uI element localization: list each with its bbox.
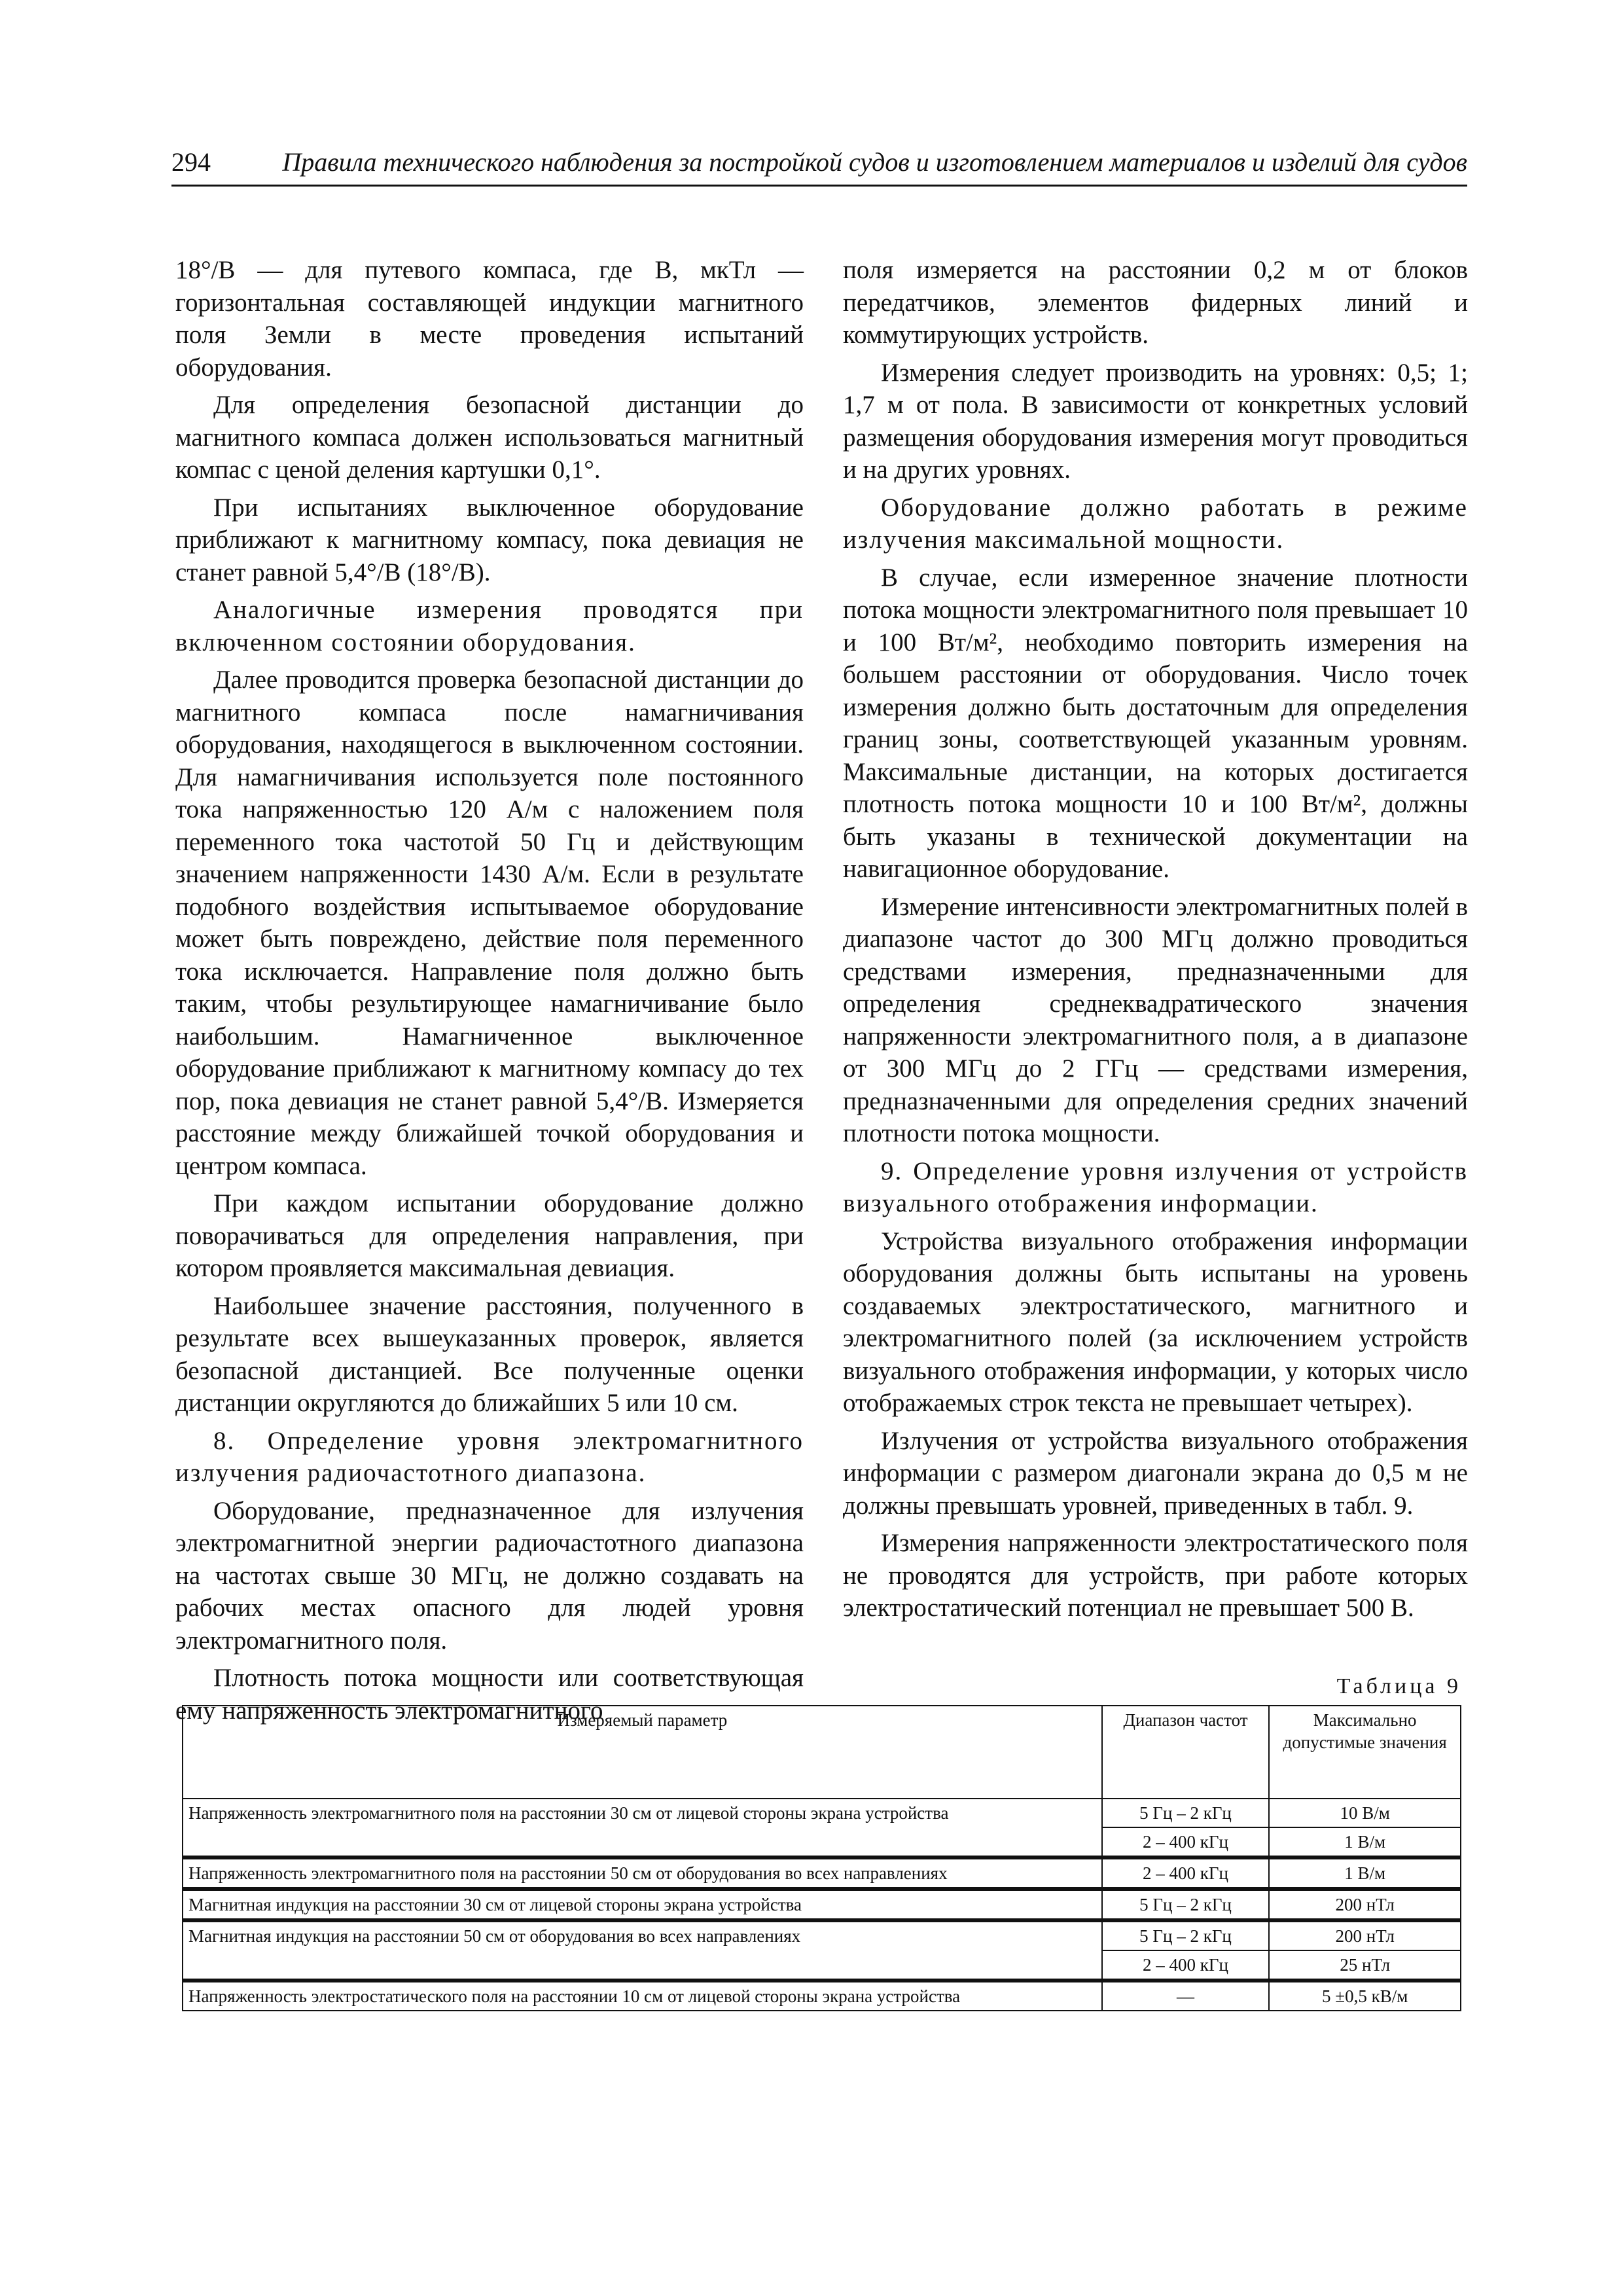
spec-table: [182, 1705, 1461, 2011]
cell-value: 1 В/м: [1269, 1827, 1461, 1857]
right-column: [843, 254, 1468, 1630]
paragraph: Устройства визуального отображения информации оборудования должны быть испытаны на уровень создаваемых электростатического, магнитного и электромагнитного полей (за исключением устройств визуального отображения информации, у которых число отображаемых строк текста не превышает четырех).: [843, 1227, 1468, 1417]
section-heading-8: 8. Определение уровня электромагнитного излучения радиочастотного диапазона.: [175, 1426, 804, 1487]
cell-parameter: Напряженность электромагнитного поля на расстоянии 30 см от лицевой стороны экрана устройства: [183, 1799, 1102, 1857]
cell-range: 2 – 400 кГц: [1102, 1950, 1270, 1981]
left-column: [175, 254, 804, 1732]
cell-range: —: [1102, 1981, 1270, 2011]
paragraph: Аналогичные измерения проводятся при включенном состоянии оборудования.: [175, 596, 804, 656]
page-number: 294: [171, 147, 211, 177]
cell-parameter: Напряженность электромагнитного поля на расстоянии 50 см от оборудования во всех направлениях: [183, 1857, 1102, 1889]
paragraph: Измерения напряженности электростатического поля не проводятся для устройств, при работе которых электростатический потенциал не превышает 500 В.: [843, 1529, 1468, 1622]
cell-value: 25 нТл: [1269, 1950, 1461, 1981]
cell-value: 10 В/м: [1269, 1799, 1461, 1827]
paragraph: Оборудование, предназначенное для излучения электромагнитной энергии радиочастотного диапазона на частотах свыше 30 МГц, не должно создавать на рабочих местах опасного для людей уровня электромагнитного поля.: [175, 1496, 804, 1655]
paragraph: При испытаниях выключенное оборудование приближают к магнитному компасу, пока девиация не станет равной 5,4°/B (18°/B).: [175, 493, 804, 586]
paragraph: Далее проводится проверка безопасной дистанции до магнитного компаса после намагничивания оборудования, находящегося в выключенном состоянии. Для намагничивания используется поле постоянного тока напряженностью 120 А/м с наложением поля переменного тока частотой 50 Гц и действующим значением напряженности 1430 А/м. Если в результате подобного воздействия испытываемое оборудование может быть повреждено, действие поля переменного тока исключается. Направление поля должно быть таким, чтобы результирующее намагничивание было наибольшим. Намагниченное выключенное оборудование приближают к магнитному компасу до тех пор, пока девиация не станет равной 5,4°/B. Измеряется расстояние между ближайшей точкой оборудования и центром компаса.: [175, 666, 804, 1180]
cell-value: 1 В/м: [1269, 1857, 1461, 1889]
cell-value: 200 нТл: [1269, 1889, 1461, 1920]
table-row: [183, 1889, 1461, 1920]
paragraph: Оборудование должно работать в режиме излучения максимальной мощности.: [843, 493, 1468, 554]
cell-parameter: Магнитная индукция на расстоянии 30 см от лицевой стороны экрана устройства: [183, 1889, 1102, 1920]
cell-range: 5 Гц – 2 кГц: [1102, 1920, 1270, 1950]
cell-parameter: Напряженность электростатического поля на расстоянии 10 см от лицевой стороны экрана устройства: [183, 1981, 1102, 2011]
table-row: [183, 1799, 1461, 1827]
table-header-row: [183, 1706, 1461, 1799]
section-heading-9: 9. Определение уровня излучения от устройств визуального отображения информации.: [843, 1157, 1468, 1217]
paragraph: Наибольшее значение расстояния, полученного в результате всех вышеуказанных проверок, является безопасной дистанцией. Все полученные оценки дистанции округляются до ближайших 5 или 10 см.: [175, 1291, 804, 1417]
paragraph: Для определения безопасной дистанции до магнитного компаса должен использоваться магнитный компас с ценой деления картушки 0,1°.: [175, 391, 804, 484]
column-header-max-value: Максимально допустимые значения: [1269, 1706, 1461, 1799]
table-row: [183, 1857, 1461, 1889]
column-header-range: Диапазон частот: [1102, 1706, 1270, 1799]
paragraph: Измерения следует производить на уровнях: 0,5; 1; 1,7 м от пола. В зависимости от конкретных условий размещения оборудования измерения могут проводиться и на других уровнях.: [843, 358, 1468, 484]
running-title: Правила технического наблюдения за постройкой судов и изготовлением материалов и изделий для судов: [282, 147, 1467, 177]
table-row: [183, 1920, 1461, 1950]
cell-value: 200 нТл: [1269, 1920, 1461, 1950]
paragraph: Плотность потока мощности или соответствующая ему напряженность электромагнитного: [175, 1664, 804, 1725]
cell-range: 5 Гц – 2 кГц: [1102, 1889, 1270, 1920]
table-row: [183, 1981, 1461, 2011]
paragraph: 18°/B — для путевого компаса, где B, мкТл — горизонтальная составляющей индукции магнитного поля Земли в месте проведения испытаний оборудования.: [175, 256, 804, 382]
cell-range: 2 – 400 кГц: [1102, 1827, 1270, 1857]
cell-range: 5 Гц – 2 кГц: [1102, 1799, 1270, 1827]
column-header-parameter: Измеряемый параметр: [183, 1706, 1102, 1799]
paragraph: При каждом испытании оборудование должно поворачиваться для определения направления, при котором проявляется максимальная девиация.: [175, 1189, 804, 1282]
page-header: [171, 145, 1467, 187]
cell-parameter: Магнитная индукция на расстоянии 50 см от оборудования во всех направлениях: [183, 1920, 1102, 1981]
paragraph: Излучения от устройства визуального отображения информации с размером диагонали экрана до 0,5 м не должны превышать уровней, приведенных в табл. 9.: [843, 1426, 1468, 1520]
paragraph: В случае, если измеренное значение плотности потока мощности электромагнитного поля превышает 10 и 100 Вт/м², необходимо повторить измерения на большем расстоянии от оборудования. Число точек измерения должно быть достаточным для определения границ зоны, соответствующей указанным уровням. Максимальные дистанции, на которых достигается плотность потока мощности 10 и 100 Вт/м², должны быть указаны в технической документации на навигационное оборудование.: [843, 563, 1468, 883]
table-caption: Таблица 9: [1336, 1674, 1461, 1698]
cell-range: 2 – 400 кГц: [1102, 1857, 1270, 1889]
paragraph: Измерение интенсивности электромагнитных полей в диапазоне частот до 300 МГц должно проводиться средствами измерения, предназначенными для определения среднеквадратического значения напряженности электромагнитного поля, а в диапазоне от 300 МГц до 2 ГГц — средствами измерения, предназначенными для определения средних значений плотности потока мощности.: [843, 892, 1468, 1147]
cell-value: 5 ±0,5 кВ/м: [1269, 1981, 1461, 2011]
paragraph: поля измеряется на расстоянии 0,2 м от блоков передатчиков, элементов фидерных линий и коммутирующих устройств.: [843, 256, 1468, 349]
